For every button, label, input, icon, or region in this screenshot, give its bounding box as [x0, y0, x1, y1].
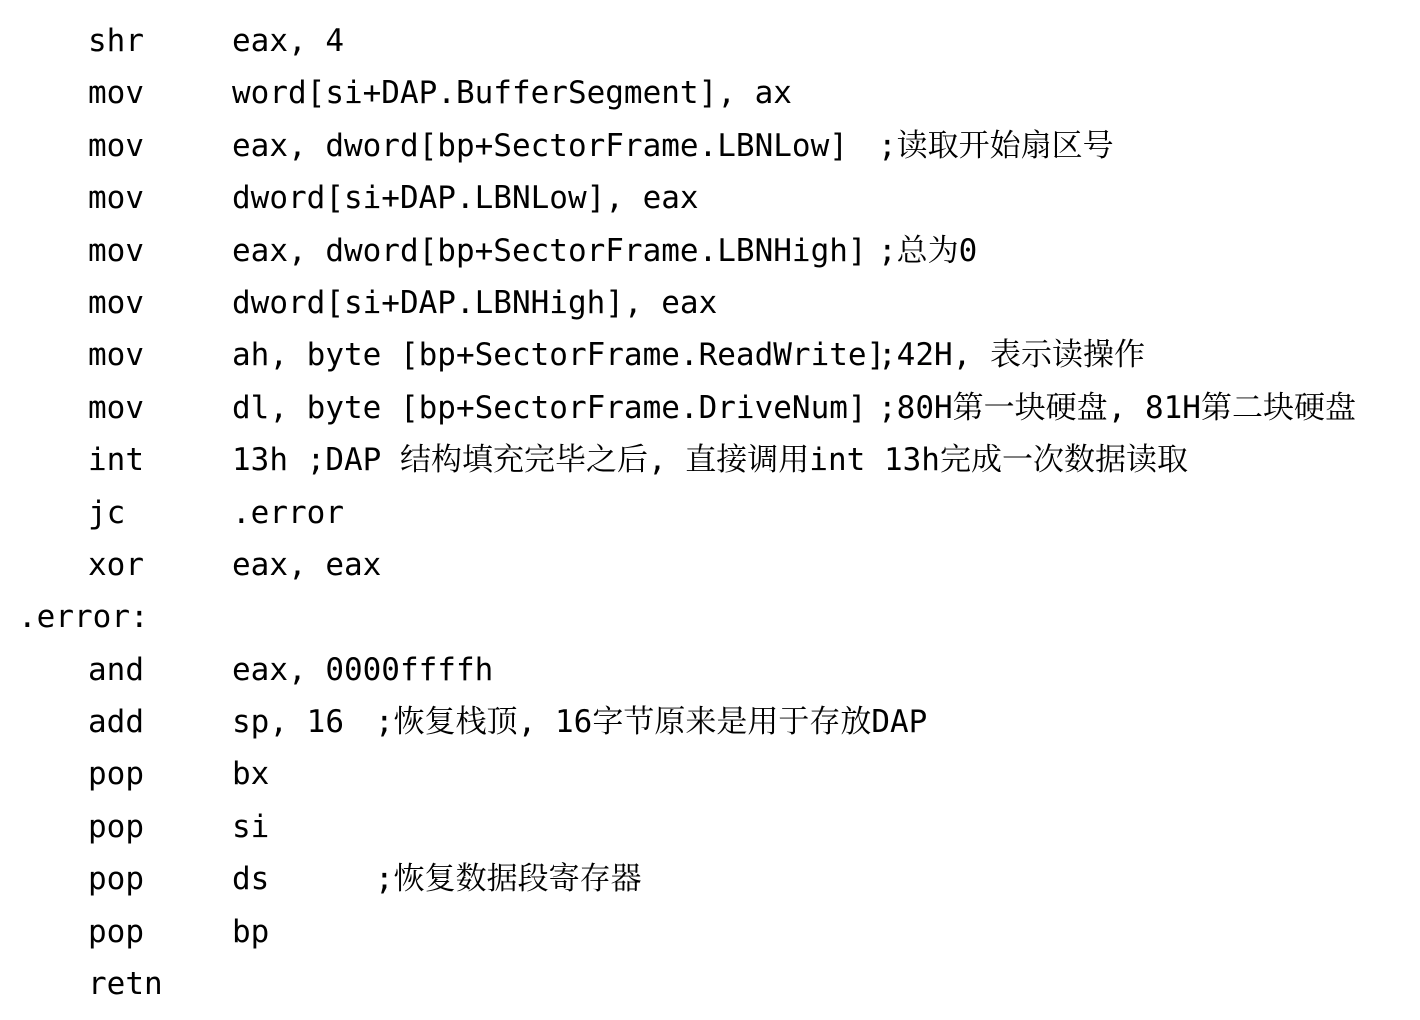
operands: dword[si+DAP.LBNHigh], eax: [232, 284, 718, 321]
comment: ;80H第一块硬盘, 81H第二块硬盘: [878, 389, 1356, 426]
operands: eax, dword[bp+SectorFrame.LBNLow]: [232, 127, 848, 164]
operands: bx: [232, 756, 270, 793]
code-line: [0, 696, 1420, 748]
code-line: [0, 120, 1420, 172]
code-line: [0, 853, 1420, 905]
code-line: [0, 225, 1420, 277]
operands: word[si+DAP.BufferSegment], ax: [232, 75, 792, 112]
code-line: [0, 15, 1420, 67]
code-line: [0, 382, 1420, 434]
mnemonic: pop: [88, 913, 144, 950]
operands: 13h ;DAP 结构填充完毕之后, 直接调用int 13h完成一次数据读取: [232, 442, 1188, 479]
mnemonic: mov: [88, 180, 144, 217]
mnemonic: mov: [88, 284, 144, 321]
comment: ;42H, 表示读操作: [878, 337, 1145, 374]
code-label: .error:: [18, 599, 149, 636]
code-line: [0, 277, 1420, 329]
mnemonic: mov: [88, 232, 144, 269]
mnemonic: pop: [88, 756, 144, 793]
operands: eax, 4: [232, 23, 344, 59]
code-line: [0, 487, 1420, 539]
mnemonic: jc: [88, 494, 126, 531]
operands: sp, 16: [232, 704, 344, 741]
operands: .error: [232, 494, 344, 531]
assembly-listing: [0, 15, 1420, 1010]
code-line: [0, 801, 1420, 853]
mnemonic: mov: [88, 389, 144, 426]
operands: dword[si+DAP.LBNLow], eax: [232, 180, 699, 217]
mnemonic: mov: [88, 75, 144, 112]
code-line: [0, 644, 1420, 696]
code-line: [0, 172, 1420, 224]
mnemonic: pop: [88, 861, 144, 898]
comment: ;恢复栈顶, 16字节原来是用于存放DAP: [375, 704, 928, 741]
comment: ;总为0: [878, 232, 978, 269]
mnemonic: shr: [88, 23, 144, 59]
operands: bp: [232, 913, 270, 950]
comment: ;恢复数据段寄存器: [375, 861, 642, 898]
code-label-line: [0, 591, 1420, 643]
operands: eax, eax: [232, 546, 382, 583]
operands: si: [232, 808, 270, 845]
mnemonic: mov: [88, 337, 144, 374]
code-line: [0, 906, 1420, 958]
operands: eax, 0000ffffh: [232, 651, 494, 688]
mnemonic: pop: [88, 808, 144, 845]
mnemonic: int: [88, 442, 144, 479]
code-line: [0, 434, 1420, 486]
mnemonic: mov: [88, 127, 144, 164]
code-line: [0, 958, 1420, 1010]
code-line: [0, 748, 1420, 800]
operands: dl, byte [bp+SectorFrame.DriveNum]: [232, 389, 867, 426]
code-line: [0, 539, 1420, 591]
operands: ah, byte [bp+SectorFrame.ReadWrite]: [232, 337, 886, 374]
code-line: [0, 67, 1420, 119]
operands: eax, dword[bp+SectorFrame.LBNHigh]: [232, 232, 867, 269]
mnemonic: retn: [88, 966, 163, 1003]
comment: ;读取开始扇区号: [878, 127, 1114, 164]
mnemonic: and: [88, 651, 144, 688]
mnemonic: add: [88, 704, 144, 741]
operands: ds: [232, 861, 270, 898]
code-line: [0, 329, 1420, 381]
mnemonic: xor: [88, 546, 144, 583]
